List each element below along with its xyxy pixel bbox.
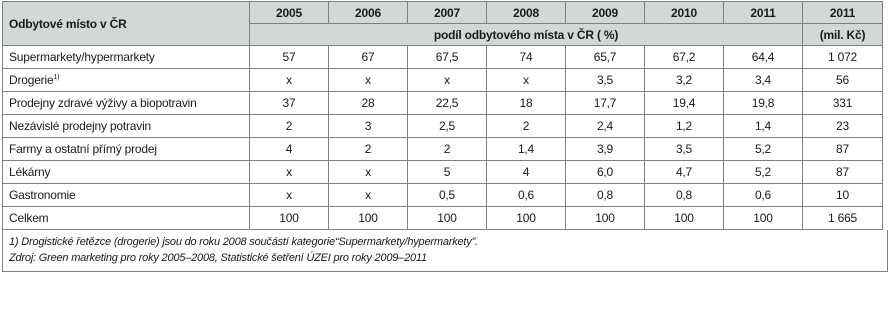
table-cell: 28 [329, 92, 408, 115]
table-cell: 87 [803, 161, 883, 184]
table-cell: 2 [329, 138, 408, 161]
table-cell: 0,8 [566, 184, 645, 207]
year-header-2011-value: 2011 [803, 2, 883, 24]
share-subheader: podíl odbytového místa v ČR ( %) [250, 24, 803, 46]
row-label: Lékárny [9, 165, 51, 179]
table-cell: 37 [250, 92, 329, 115]
row-label: Nezávislé prodejny potravin [9, 119, 152, 133]
table-cell: 23 [803, 115, 883, 138]
table-row [3, 138, 883, 161]
table-cell: 19,4 [645, 92, 724, 115]
year-header-2007: 2007 [408, 2, 487, 24]
table-cell: x [329, 161, 408, 184]
table-cell: 74 [487, 46, 566, 69]
table-cell: 0,6 [724, 184, 803, 207]
row-label: Farmy a ostatní přímý prodej [9, 142, 157, 156]
table-cell: 57 [250, 46, 329, 69]
row-label-cell [3, 69, 250, 92]
table-cell: x [408, 69, 487, 92]
table-cell: 67,5 [408, 46, 487, 69]
table-cell: 4 [487, 161, 566, 184]
table-notes [2, 230, 888, 272]
row-label: Gastronomie [9, 188, 76, 202]
table-cell: 2 [250, 115, 329, 138]
table-cell: 67 [329, 46, 408, 69]
table-cell: 18 [487, 92, 566, 115]
table-cell: 1,4 [487, 138, 566, 161]
row-label-cell [3, 161, 250, 184]
row-label-cell [3, 115, 250, 138]
table-row [3, 115, 883, 138]
table-cell: 10 [803, 184, 883, 207]
table-cell: 67,2 [645, 46, 724, 69]
table-cell: 2 [487, 115, 566, 138]
table-cell: 3,4 [724, 69, 803, 92]
footnote: 1) Drogistické řetězce (drogerie) jsou do roku 2008 součástí kategorie“Supermarkety/hypermarkety”. [9, 236, 478, 248]
row-label-cell [3, 138, 250, 161]
table-cell: 4 [250, 138, 329, 161]
table-cell: 0,6 [487, 184, 566, 207]
table-cell: 100 [250, 207, 329, 230]
value-unit-subheader: (mil. Kč) [803, 24, 883, 46]
table-cell: 87 [803, 138, 883, 161]
year-header-2008: 2008 [487, 2, 566, 24]
statistics-table-container [2, 1, 886, 272]
sales-channel-table [2, 1, 883, 230]
table-cell: 0,8 [645, 184, 724, 207]
table-cell: 64,4 [724, 46, 803, 69]
table-cell: x [487, 69, 566, 92]
table-row [3, 184, 883, 207]
row-label-cell [3, 184, 250, 207]
table-cell: 0,5 [408, 184, 487, 207]
table-cell: 100 [329, 207, 408, 230]
table-cell: 100 [724, 207, 803, 230]
footnote-marker: 1) [53, 74, 60, 81]
table-cell: 100 [566, 207, 645, 230]
table-row [3, 46, 883, 69]
row-label: Prodejny zdravé výživy a biopotravin [9, 96, 197, 110]
row-label-cell [3, 207, 250, 230]
table-cell: 17,7 [566, 92, 645, 115]
table-cell: x [329, 69, 408, 92]
table-cell: 56 [803, 69, 883, 92]
row-label-cell [3, 92, 250, 115]
table-cell: 5,2 [724, 138, 803, 161]
table-cell: 2 [408, 138, 487, 161]
table-cell: x [250, 161, 329, 184]
table-cell: 1 665 [803, 207, 883, 230]
year-header-2010: 2010 [645, 2, 724, 24]
table-cell: 19,8 [724, 92, 803, 115]
row-label: Drogerie [9, 73, 54, 87]
table-cell: 3,2 [645, 69, 724, 92]
table-body [3, 46, 883, 230]
table-cell: x [329, 184, 408, 207]
table-cell: 4,7 [645, 161, 724, 184]
row-label-cell [3, 46, 250, 69]
row-label: Supermarkety/hypermarkety [9, 50, 155, 64]
row-label-header: Odbytové místo v ČR [3, 2, 250, 46]
table-row [3, 161, 883, 184]
table-row [3, 92, 883, 115]
table-cell: 3,5 [645, 138, 724, 161]
table-cell: 2,5 [408, 115, 487, 138]
table-cell: x [250, 184, 329, 207]
table-cell: x [250, 69, 329, 92]
table-cell: 65,7 [566, 46, 645, 69]
table-cell: 3 [329, 115, 408, 138]
table-cell: 100 [408, 207, 487, 230]
table-cell: 1,2 [645, 115, 724, 138]
year-header-2011: 2011 [724, 2, 803, 24]
year-header-2006: 2006 [329, 2, 408, 24]
table-cell: 6,0 [566, 161, 645, 184]
table-cell: 22,5 [408, 92, 487, 115]
table-cell: 1,4 [724, 115, 803, 138]
row-label: Celkem [9, 211, 49, 225]
table-cell: 5,2 [724, 161, 803, 184]
table-cell: 100 [487, 207, 566, 230]
table-cell: 1 072 [803, 46, 883, 69]
table-row [3, 207, 883, 230]
table-cell: 331 [803, 92, 883, 115]
table-cell: 100 [645, 207, 724, 230]
table-cell: 5 [408, 161, 487, 184]
year-header-2005: 2005 [250, 2, 329, 24]
year-header-2009: 2009 [566, 2, 645, 24]
table-cell: 3,9 [566, 138, 645, 161]
table-cell: 2,4 [566, 115, 645, 138]
table-cell: 3,5 [566, 69, 645, 92]
source-note: Zdroj: Green marketing pro roky 2005–2008, Statistické šetření ÚZEI pro roky 2009–2011 [9, 252, 427, 264]
table-row [3, 69, 883, 92]
